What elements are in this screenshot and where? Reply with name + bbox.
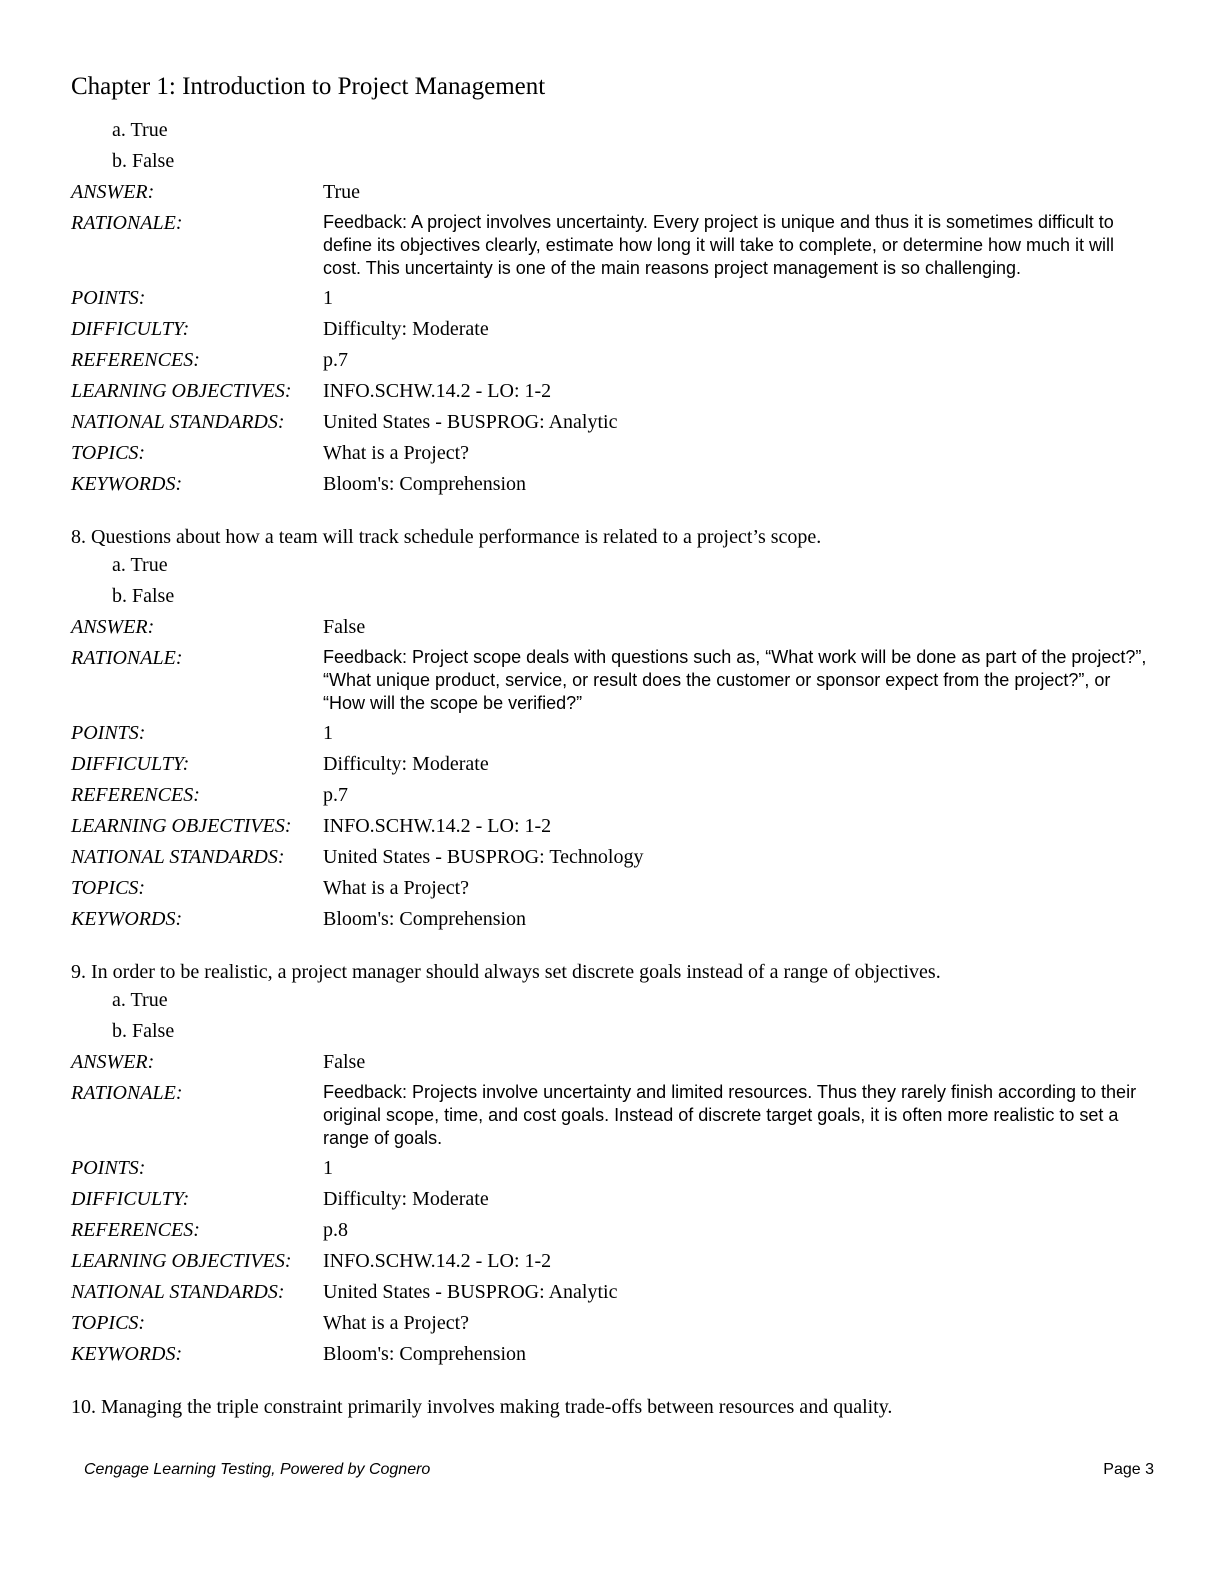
keywords-row bbox=[71, 907, 1156, 938]
topics-value: What is a Project? bbox=[323, 442, 470, 464]
answer-label: ANSWER: bbox=[71, 616, 155, 638]
option-b: b. False bbox=[112, 585, 175, 607]
question-text: 8. Questions about how a team will track schedule performance is related to a project’s scope. bbox=[71, 526, 822, 548]
learning-objectives-row bbox=[71, 379, 1156, 410]
keywords-value: Bloom's: Comprehension bbox=[323, 473, 527, 495]
topics-row bbox=[71, 1311, 1156, 1342]
references-value: p.8 bbox=[323, 1219, 348, 1241]
difficulty-label: DIFFICULTY: bbox=[71, 318, 190, 340]
topics-row bbox=[71, 876, 1156, 907]
rationale-label: RATIONALE: bbox=[71, 647, 183, 669]
rationale-row bbox=[71, 646, 1156, 715]
topics-label: TOPICS: bbox=[71, 442, 146, 464]
references-label: REFERENCES: bbox=[71, 1219, 200, 1241]
question-10-block bbox=[71, 1395, 1156, 1423]
topics-label: TOPICS: bbox=[71, 877, 146, 899]
national-standards-value: United States - BUSPROG: Analytic bbox=[323, 411, 618, 433]
difficulty-row bbox=[71, 317, 1156, 348]
national-standards-label: NATIONAL STANDARDS: bbox=[71, 846, 285, 868]
answer-row bbox=[71, 180, 1156, 211]
answer-row bbox=[71, 1050, 1156, 1081]
points-row bbox=[71, 286, 1156, 317]
option-b: b. False bbox=[112, 1020, 175, 1042]
difficulty-label: DIFFICULTY: bbox=[71, 1188, 190, 1210]
national-standards-row bbox=[71, 410, 1156, 441]
keywords-value: Bloom's: Comprehension bbox=[323, 908, 527, 930]
difficulty-label: DIFFICULTY: bbox=[71, 753, 190, 775]
chapter-title: Chapter 1: Introduction to Project Management bbox=[71, 73, 546, 100]
rationale-value: Feedback: A project involves uncertainty. Every project is unique and thus it is sometimes difficult to define its objectives clearly, estimate how long it will take to complete, or determine how much it will cost. This uncertainty is one of the main reasons project management is so challenging. bbox=[323, 212, 1115, 278]
learning-objectives-label: LEARNING OBJECTIVES: bbox=[71, 1250, 292, 1272]
learning-objectives-value: INFO.SCHW.14.2 - LO: 1-2 bbox=[323, 815, 552, 837]
topics-label: TOPICS: bbox=[71, 1312, 146, 1334]
option-b: b. False bbox=[112, 150, 175, 172]
points-label: POINTS: bbox=[71, 287, 146, 309]
points-row bbox=[71, 721, 1156, 752]
topics-value: What is a Project? bbox=[323, 877, 470, 899]
references-value: p.7 bbox=[323, 349, 348, 371]
question-8-block bbox=[71, 525, 1156, 938]
points-value: 1 bbox=[323, 1157, 333, 1179]
question-7-block bbox=[71, 118, 1156, 503]
references-label: REFERENCES: bbox=[71, 349, 200, 371]
national-standards-row bbox=[71, 845, 1156, 876]
points-value: 1 bbox=[323, 287, 333, 309]
national-standards-value: United States - BUSPROG: Technology bbox=[323, 846, 644, 868]
footer-publisher: Cengage Learning Testing, Powered by Cognero bbox=[84, 1461, 431, 1478]
answer-label: ANSWER: bbox=[71, 1051, 155, 1073]
rationale-value: Feedback: Project scope deals with questions such as, “What work will be done as part of the project?”, “What unique product, service, or result does the customer or sponsor expect from the project?”, or “How will the scope be verified?” bbox=[323, 647, 1147, 713]
keywords-label: KEYWORDS: bbox=[71, 908, 183, 930]
national-standards-value: United States - BUSPROG: Analytic bbox=[323, 1281, 618, 1303]
rationale-label: RATIONALE: bbox=[71, 1082, 183, 1104]
difficulty-value: Difficulty: Moderate bbox=[323, 1188, 489, 1210]
national-standards-label: NATIONAL STANDARDS: bbox=[71, 411, 285, 433]
rationale-value: Feedback: Projects involve uncertainty and limited resources. Thus they rarely finish according to their original scope, time, and cost goals. Instead of discrete target goals, it is often more realistic to set a range of goals. bbox=[323, 1082, 1137, 1148]
references-row bbox=[71, 1218, 1156, 1249]
question-text: 10. Managing the triple constraint primarily involves making trade-offs between resources and quality. bbox=[71, 1396, 893, 1418]
keywords-label: KEYWORDS: bbox=[71, 473, 183, 495]
keywords-row bbox=[71, 1342, 1156, 1373]
points-row bbox=[71, 1156, 1156, 1187]
learning-objectives-row bbox=[71, 814, 1156, 845]
document-page bbox=[71, 70, 1156, 1423]
difficulty-value: Difficulty: Moderate bbox=[323, 318, 489, 340]
option-a: a. True bbox=[112, 989, 168, 1011]
national-standards-row bbox=[71, 1280, 1156, 1311]
option-a: a. True bbox=[112, 554, 168, 576]
difficulty-row bbox=[71, 752, 1156, 783]
page-footer bbox=[84, 1460, 1154, 1480]
question-9-block bbox=[71, 960, 1156, 1373]
topics-value: What is a Project? bbox=[323, 1312, 470, 1334]
difficulty-row bbox=[71, 1187, 1156, 1218]
learning-objectives-value: INFO.SCHW.14.2 - LO: 1-2 bbox=[323, 1250, 552, 1272]
difficulty-value: Difficulty: Moderate bbox=[323, 753, 489, 775]
option-a: a. True bbox=[112, 119, 168, 141]
keywords-value: Bloom's: Comprehension bbox=[323, 1343, 527, 1365]
learning-objectives-label: LEARNING OBJECTIVES: bbox=[71, 815, 292, 837]
references-value: p.7 bbox=[323, 784, 348, 806]
answer-label: ANSWER: bbox=[71, 181, 155, 203]
answer-value: True bbox=[323, 181, 361, 203]
rationale-label: RATIONALE: bbox=[71, 212, 183, 234]
rationale-row bbox=[71, 211, 1156, 280]
rationale-row bbox=[71, 1081, 1156, 1150]
keywords-label: KEYWORDS: bbox=[71, 1343, 183, 1365]
learning-objectives-row bbox=[71, 1249, 1156, 1280]
learning-objectives-label: LEARNING OBJECTIVES: bbox=[71, 380, 292, 402]
points-label: POINTS: bbox=[71, 722, 146, 744]
learning-objectives-value: INFO.SCHW.14.2 - LO: 1-2 bbox=[323, 380, 552, 402]
references-row bbox=[71, 783, 1156, 814]
keywords-row bbox=[71, 472, 1156, 503]
points-label: POINTS: bbox=[71, 1157, 146, 1179]
answer-value: False bbox=[323, 1051, 366, 1073]
references-row bbox=[71, 348, 1156, 379]
page-number: Page 3 bbox=[1103, 1461, 1154, 1478]
answer-value: False bbox=[323, 616, 366, 638]
national-standards-label: NATIONAL STANDARDS: bbox=[71, 1281, 285, 1303]
question-text: 9. In order to be realistic, a project manager should always set discrete goals instead of a range of objectives. bbox=[71, 961, 941, 983]
points-value: 1 bbox=[323, 722, 333, 744]
answer-row bbox=[71, 615, 1156, 646]
topics-row bbox=[71, 441, 1156, 472]
references-label: REFERENCES: bbox=[71, 784, 200, 806]
